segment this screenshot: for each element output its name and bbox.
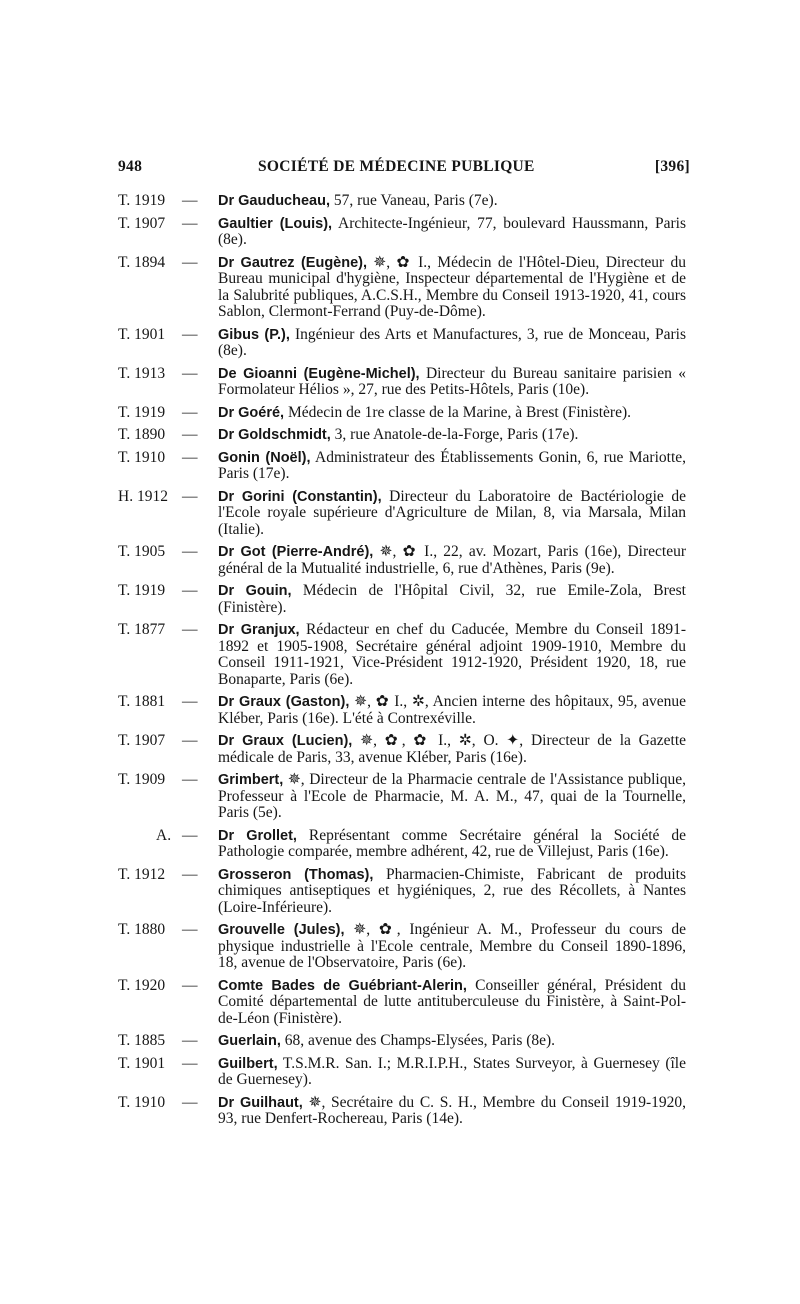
entry-body xyxy=(218,405,686,422)
member-details: ✵, ✿ I., ✲, Ancien interne des hôpitaux, 95, avenue Kléber, Paris (16e). L'été à Contrexéville. xyxy=(218,693,687,727)
entry-body xyxy=(218,922,686,972)
entry-dash: — xyxy=(182,921,198,938)
entry-body xyxy=(218,867,686,917)
member-entry xyxy=(0,583,800,616)
member-details: 3, rue Anatole-de-la-Forge, Paris (17e). xyxy=(330,426,579,443)
member-name: Gibus (P.), xyxy=(218,326,290,343)
member-entry xyxy=(0,193,800,210)
member-name: Dr Gautrez (Eugène), xyxy=(218,254,368,271)
member-entry xyxy=(0,1095,800,1128)
entry-label: T. 1885 xyxy=(118,1032,166,1049)
entry-dash: — xyxy=(182,448,198,466)
entry-label: T. 1901 xyxy=(118,1054,166,1072)
page-reference: [396] xyxy=(654,158,690,175)
entry-body xyxy=(218,583,686,616)
entry-label: H. 1912 xyxy=(118,487,168,505)
entry-dash: — xyxy=(182,214,198,232)
entry-label: A. xyxy=(156,826,172,844)
entry-dash: — xyxy=(182,426,198,443)
entry-dash: — xyxy=(182,543,198,560)
member-name: Dr Guilhaut, xyxy=(218,1094,303,1111)
member-details: Représentant comme Secrétaire général la Société de Pathologie comparée, membre adhérent, 42, rue de Villejust, Paris (16e). xyxy=(218,826,686,860)
member-entry xyxy=(0,772,800,822)
entry-body xyxy=(218,544,686,577)
member-details: ✵, Secrétaire du C. S. H., Membre du Conseil 1919-1920, 93, rue Denfert-Rochereau, Paris (14e). xyxy=(218,1093,686,1127)
member-entry xyxy=(0,544,800,577)
member-details: ✵, Directeur de la Pharmacie centrale de l'Assistance publique, Professeur à l'Ecole de Pharmacie, M. A. M., 47, quai de la Tournelle, Paris (5e). xyxy=(218,771,686,821)
entry-body xyxy=(218,1095,686,1128)
entry-body xyxy=(218,450,686,483)
entry-label: T. 1919 xyxy=(118,192,166,209)
entry-body xyxy=(218,772,686,822)
member-details: Pharmacien-Chimiste, Fabricant de produits chimiques antiseptiques et hygiéniques, 2, rue des Récollets, à Nantes (Loire-Inférieure). xyxy=(218,865,686,916)
entry-body xyxy=(218,489,686,539)
entry-label: T. 1905 xyxy=(118,543,166,560)
member-details: ✵, ✿ I., Médecin de l'Hôtel-Dieu, Directeur du Bureau municipal d'hygiène, Inspecteur départemental de l'Hygiène et de la Salubrité publiques, A.C.S.H., Membre du Conseil 1913-1920, 41, cours Sablon, Clermont-Ferrand (Puy-de-Dôme). xyxy=(218,253,687,320)
entry-body xyxy=(218,1033,686,1050)
entry-body xyxy=(218,733,686,766)
member-entry xyxy=(0,216,800,249)
entry-dash: — xyxy=(182,253,198,271)
member-name: De Gioanni (Eugène-Michel), xyxy=(218,365,420,382)
member-details: ✵, ✿, Ingénieur A. M., Professeur du cours de physique industrielle à l'Ecole centrale, Membre du Conseil 1890-1896, 18, avenue de l'Observatoire, Paris (6e). xyxy=(218,921,686,971)
entry-dash: — xyxy=(182,732,198,749)
entry-dash: — xyxy=(182,487,198,505)
member-entry xyxy=(0,450,800,483)
member-entry xyxy=(0,366,800,399)
member-name: Dr Graux (Lucien), xyxy=(218,733,353,749)
member-name: Guerlain, xyxy=(218,1033,281,1049)
member-name: Gaultier (Louis), xyxy=(218,215,333,232)
member-name: Dr Gouin, xyxy=(218,583,292,599)
member-name: Guilbert, xyxy=(218,1055,278,1072)
entry-label: T. 1913 xyxy=(118,364,166,382)
member-entry xyxy=(0,489,800,539)
entry-dash: — xyxy=(182,403,198,421)
member-entry xyxy=(0,733,800,766)
entry-label: T. 1901 xyxy=(118,325,166,343)
member-entry xyxy=(0,405,800,422)
entry-dash: — xyxy=(182,325,198,343)
page-title: SOCIÉTÉ DE MÉDECINE PUBLIQUE xyxy=(258,158,535,175)
member-name: Grimbert, xyxy=(218,772,284,788)
member-name: Dr Goldschmidt, xyxy=(218,427,331,443)
member-name: Dr Got (Pierre-André), xyxy=(218,544,374,560)
entry-label: T. 1877 xyxy=(118,621,166,638)
member-name: Dr Gauducheau, xyxy=(218,193,330,209)
entry-dash: — xyxy=(182,621,198,638)
entry-label: T. 1910 xyxy=(118,448,166,466)
member-entry xyxy=(0,622,800,688)
member-list xyxy=(0,193,800,1134)
entry-dash: — xyxy=(182,693,198,710)
entry-dash: — xyxy=(182,865,198,883)
member-details: Médecin de l'Hôpital Civil, 32, rue Emile-Zola, Brest (Finistère). xyxy=(218,582,686,616)
member-name: Gonin (Noël), xyxy=(218,449,311,466)
entry-label: T. 1910 xyxy=(118,1093,166,1111)
entry-dash: — xyxy=(182,1032,198,1049)
member-name: Dr Grollet, xyxy=(218,827,297,844)
member-details: Ingénieur des Arts et Manufactures, 3, rue de Monceau, Paris (8e). xyxy=(218,325,686,359)
member-name: Grosseron (Thomas), xyxy=(218,866,374,883)
entry-body xyxy=(218,828,686,861)
member-details: Conseiller général, Président du Comité départemental de lutte antituberculeuse du Finistère, à Saint-Pol-de-Léon (Finistère). xyxy=(218,976,686,1027)
page-number: 948 xyxy=(118,158,143,175)
member-name: Dr Granjux, xyxy=(218,622,300,638)
member-entry xyxy=(0,327,800,360)
member-entry xyxy=(0,922,800,972)
entry-dash: — xyxy=(182,192,198,209)
member-entry xyxy=(0,978,800,1028)
entry-label: T. 1894 xyxy=(118,253,166,271)
member-name: Dr Gorini (Constantin), xyxy=(218,488,382,505)
member-details: Médecin de 1re classe de la Marine, à Brest (Finistère). xyxy=(284,403,631,421)
entry-label: T. 1919 xyxy=(118,582,166,599)
member-entry xyxy=(0,1033,800,1050)
entry-dash: — xyxy=(182,771,198,788)
member-details: Directeur du Laboratoire de Bactériologie de l'Ecole royale supérieure d'Agriculture de Milan, 8, via Marsala, Milan (Italie). xyxy=(218,487,686,538)
entry-body xyxy=(218,978,686,1028)
member-name: Grouvelle (Jules), xyxy=(218,922,345,938)
entry-dash: — xyxy=(182,582,198,599)
entry-body xyxy=(218,216,686,249)
member-details: ✵, ✿, ✿ I., ✲, O. ✦, Directeur de la Gazette médicale de Paris, 33, avenue Kléber, Paris (16e). xyxy=(218,732,687,766)
member-details: Architecte-Ingénieur, 77, boulevard Haussmann, Paris (8e). xyxy=(218,214,687,248)
entry-dash: — xyxy=(182,826,198,844)
member-name: Dr Goéré, xyxy=(218,404,285,421)
entry-body xyxy=(218,193,686,210)
entry-label: T. 1909 xyxy=(118,771,166,788)
entry-body xyxy=(218,694,686,727)
member-details: Rédacteur en chef du Caducée, Membre du Conseil 1891-1892 et 1905-1908, Secrétaire général adjoint 1909-1910, Membre du Conseil 1911-1921, Vice-Président 1912-1920, Président 1920, 18, rue Bonaparte, Paris (6e). xyxy=(218,621,686,688)
member-details: T.S.M.R. San. I.; M.R.I.P.H., States Surveyor, à Guernesey (île de Guernesey). xyxy=(218,1054,686,1088)
entry-dash: — xyxy=(182,1093,198,1111)
member-details: ✵, ✿ I., 22, av. Mozart, Paris (16e), Directeur général de la Mutualité industrielle, 6, rue d'Athènes, Paris (9e). xyxy=(218,543,686,577)
entry-body xyxy=(218,1056,686,1089)
entry-label: T. 1912 xyxy=(118,865,166,883)
entry-label: T. 1890 xyxy=(118,426,166,443)
page-header xyxy=(118,158,690,182)
member-entry xyxy=(0,1056,800,1089)
member-details: 68, avenue des Champs-Elysées, Paris (8e). xyxy=(280,1032,556,1049)
entry-body xyxy=(218,327,686,360)
entry-body xyxy=(218,427,686,444)
member-name: Comte Bades de Guébriant-Alerin, xyxy=(218,977,467,994)
entry-body xyxy=(218,255,686,321)
member-details: Directeur du Bureau sanitaire parisien « Formolateur Hélios », 27, rue des Petits-Hôtels, Paris (10e). xyxy=(218,364,686,398)
member-entry xyxy=(0,828,800,861)
member-entry xyxy=(0,694,800,727)
member-entry xyxy=(0,867,800,917)
entry-dash: — xyxy=(182,1054,198,1072)
member-name: Dr Graux (Gaston), xyxy=(218,694,350,710)
member-details: 57, rue Vaneau, Paris (7e). xyxy=(330,192,498,209)
entry-label: T. 1919 xyxy=(118,403,166,421)
entry-label: T. 1881 xyxy=(118,693,166,710)
entry-dash: — xyxy=(182,976,198,994)
entry-dash: — xyxy=(182,364,198,382)
entry-label: T. 1880 xyxy=(118,921,166,938)
member-entry xyxy=(0,255,800,321)
entry-label: T. 1907 xyxy=(118,214,166,232)
entry-label: T. 1907 xyxy=(118,732,166,749)
member-entry xyxy=(0,427,800,444)
entry-body xyxy=(218,366,686,399)
entry-body xyxy=(218,622,686,688)
entry-label: T. 1920 xyxy=(118,976,166,994)
member-details: Administrateur des Établissements Gonin, 6, rue Mariotte, Paris (17e). xyxy=(218,448,687,482)
